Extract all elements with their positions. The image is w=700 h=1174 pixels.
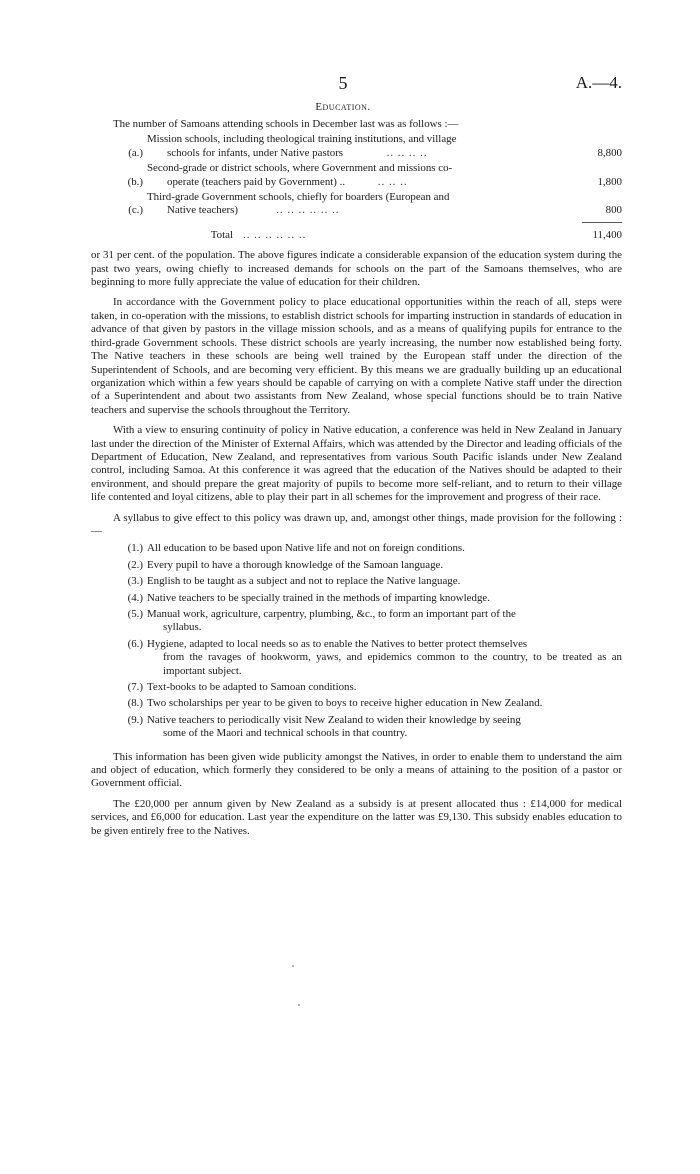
enrollment-list <box>91 133 622 242</box>
syllabus-number: (7.) <box>127 681 143 694</box>
paragraph: A syllabus to give effect to this policy was drawn up, and, amongst other things, made provision for the following :— <box>91 511 622 537</box>
syllabus-line: Native teachers to periodically visit New Zealand to widen their knowledge by seeing <box>147 713 521 726</box>
section-title: Education. <box>315 101 371 113</box>
leader-dots: .. .. .. .. <box>386 146 428 159</box>
enrollment-letter: (b.) <box>127 175 143 188</box>
spacer <box>91 289 622 296</box>
enrollment-line: Third-grade Government schools, chiefly for boarders (European and <box>147 191 450 204</box>
scan-speck <box>292 965 294 967</box>
document-body <box>91 118 622 838</box>
spacer <box>91 417 622 424</box>
syllabus-text: Native teachers to be specially trained in the methods of imparting knowledge. <box>147 591 490 604</box>
enrollment-text <box>147 162 570 189</box>
paragraph: The £20,000 per annum given by New Zealand as a subsidy is at present allocated thus : £14,000 for medical services, and £6,000 for education. Last year the expenditure on the latter was £9,130. This subsidy enables education to be given entirely free to the Natives. <box>91 797 622 837</box>
enrollment-item <box>91 133 622 160</box>
report-reference: A.—4. <box>575 73 622 92</box>
enrollment-count: 800 <box>605 204 622 217</box>
syllabus-item <box>91 575 622 588</box>
syllabus-number: (1.) <box>127 542 143 555</box>
enrollment-line: schools for infants, under Native pastors <box>167 146 344 159</box>
intro-paragraph: The number of Samoans attending schools in December last was as follows :— <box>113 118 459 130</box>
spacer <box>91 744 622 751</box>
syllabus-number: (6.) <box>127 637 143 650</box>
enrollment-line: Second-grade or district schools, where Government and missions co- <box>147 162 453 175</box>
syllabus-item <box>91 638 622 678</box>
syllabus-number: (9.) <box>127 713 143 726</box>
enrollment-line-cont <box>147 147 570 160</box>
syllabus-number: (4.) <box>127 591 143 604</box>
enrollment-line-cont <box>147 176 570 189</box>
syllabus-line-cont: some of the Maori and technical schools in that country. <box>163 727 408 740</box>
scan-speck <box>298 1004 300 1006</box>
syllabus-text: All education to be based upon Native life and not on foreign conditions. <box>147 542 465 555</box>
syllabus-line-cont: from the ravages of hookworm, yaws, and epidemics common to the country, to be treated as an important subject. <box>163 651 622 677</box>
paragraph: or 31 per cent. of the population. The above figures indicate a considerable expansion of the education system during the past two years, owing chiefly to increased demands for schools on the part of the Samoans themselves, who are beginning to more fully appreciate the value of education for their children. <box>91 249 622 289</box>
syllabus-number: (2.) <box>127 558 143 571</box>
syllabus-text <box>147 638 622 678</box>
syllabus-number: (8.) <box>127 697 143 710</box>
leader-dots: .. .. .. .. .. .. <box>276 204 340 217</box>
syllabus-text <box>147 714 622 741</box>
enrollment-letter: (c.) <box>128 204 143 217</box>
syllabus-list <box>91 542 622 740</box>
leader-dots: .. .. .. .. .. .. <box>243 228 307 241</box>
paragraph: In accordance with the Government policy to place educational opportunities within the reach of all, steps were taken, in co-operation with the missions, to establish district schools for imparting instruction in standards of education in advance of that given by pastors in the village mission schools, and as a means of qualifying pupils for entrance to the third-grade Government schools. These district schools are yearly increasing, the number now established being forty. The Native teachers in these schools are being well trained by the European staff under the direction of the Superintendent of Schools, and are becoming very efficient. By this means we are gradually building up an educational organization which within a few years should be capable of carrying on with a complete Native staff under the direction of a Superintendent and about two assistants from New Zealand, whose special functions should be to train Native teachers and supervise the schools throughout the Territory. <box>91 296 622 416</box>
syllabus-item <box>91 559 622 572</box>
total-count: 11,400 <box>592 228 622 241</box>
syllabus-item <box>91 697 622 710</box>
spacer <box>91 242 622 249</box>
enrollment-count: 1,800 <box>597 175 622 188</box>
page-number: 5 <box>338 73 348 93</box>
enrollment-line: operate (teachers paid by Government) .. <box>167 175 346 188</box>
syllabus-item <box>91 608 622 635</box>
enrollment-line: Native teachers) <box>167 204 239 217</box>
paragraph: With a view to ensuring continuity of policy in Native education, a conference was held in New Zealand in January last under the direction of the Minister of External Affairs, which was attended by the Director and leading officials of the Department of Education, New Zealand, and representatives from various South Pacific islands under New Zealand control, including Samoa. At this conference it was agreed that the education of the Natives should be adapted to their environment, and should prepare the great majority of pupils to become more self-reliant, and to return to their village life contented and loyal citizens, able to play their part in all schemes for the improvement and progress of their race. <box>91 424 622 504</box>
enrollment-letter: (a.) <box>128 146 143 159</box>
total-row <box>91 229 622 242</box>
enrollment-line-cont <box>147 204 570 217</box>
syllabus-number: (5.) <box>127 608 143 620</box>
enrollment-item <box>91 191 622 218</box>
syllabus-item <box>91 681 622 694</box>
spacer <box>91 505 622 512</box>
enrollment-item <box>91 162 622 189</box>
syllabus-item <box>91 542 622 555</box>
syllabus-line: Hygiene, adapted to local needs so as to enable the Natives to better protect themselves <box>147 637 528 650</box>
syllabus-number: (3.) <box>127 575 143 588</box>
enrollment-count: 8,800 <box>597 146 622 159</box>
syllabus-line: Manual work, agriculture, carpentry, plumbing, &c., to form an important part of the <box>147 608 516 620</box>
syllabus-text: Text-books to be adapted to Samoan conditions. <box>147 681 357 694</box>
syllabus-text: Every pupil to have a thorough knowledge of the Samoan language. <box>147 558 444 571</box>
spacer <box>91 791 622 798</box>
total-label: Total <box>210 228 233 241</box>
enrollment-line: Mission schools, including theological training institutions, and village <box>147 133 457 146</box>
enrollment-text <box>147 133 570 160</box>
enrollment-text <box>147 191 570 218</box>
syllabus-text <box>147 608 622 635</box>
syllabus-item <box>91 592 622 605</box>
syllabus-text: English to be taught as a subject and not to replace the Native language. <box>147 575 461 588</box>
leader-dots: .. .. .. <box>377 175 408 188</box>
paragraph: This information has been given wide publicity amongst the Natives, in order to enable them to understand the aim and object of education, which formerly they considered to be only a means of attaining to the position of a pastor or Government official. <box>91 750 622 790</box>
total-rule <box>582 222 622 223</box>
syllabus-line-cont: syllabus. <box>163 621 202 634</box>
syllabus-text: Two scholarships per year to be given to boys to receive higher education in New Zealand. <box>147 697 543 710</box>
syllabus-item <box>91 714 622 741</box>
